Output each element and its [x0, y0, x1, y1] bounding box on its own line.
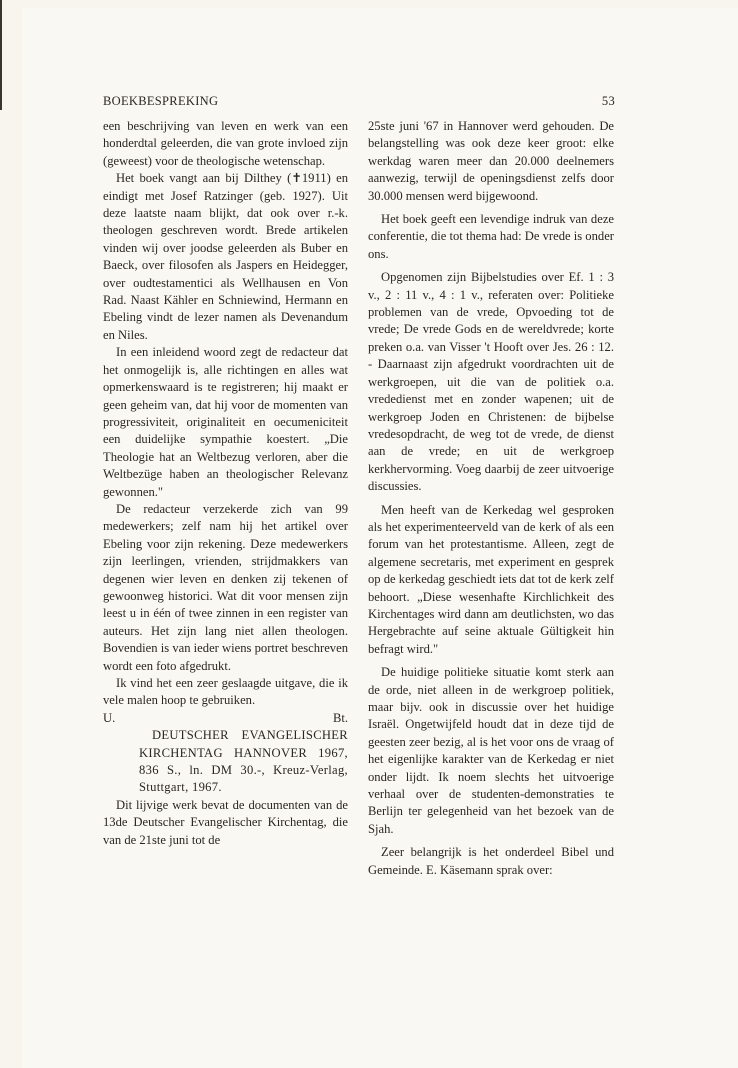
- paragraph: De redacteur verzekerde zich van 99 medewerkers; zelf nam hij het artikel over Ebeling voor zijn rekening. Deze medewerkers zijn leerlingen, vrienden, strijdmakkers van degenen wier leven en denken zij tekenen of gewoonweg historici. Wat dit voor mensen zijn leest u in één of twee zinnen in een register van auteurs. Het zijn lang niet allen theologen. Bovendien is van ieder wiens portret beschreven wordt een foto afgedrukt.: [103, 501, 348, 673]
- signature-initial-left: U.: [103, 710, 116, 725]
- paragraph: Het boek vangt aan bij Dilthey (✝1911) en eindigt met Josef Ratzinger (geb. 1927). Uit deze laatste naam blijkt, dat ook over r.-k. theologen geschreven wordt. Brede artikelen vinden wij over joodse geleerden als Buber en Baeck, over filosofen als Jaspers en Heidegger, over oudtestamentici als Wellhausen en Von Rad. Naast Kähler en Schniewind, Hermann en Ebeling vindt de lezer namen als Devenandum en Niles.: [103, 171, 348, 342]
- review-signature: [103, 710, 348, 727]
- page-number: 53: [601, 94, 615, 108]
- header-title: BOEKBESPREKING: [103, 94, 219, 108]
- left-column: [103, 118, 348, 849]
- review-heading: DEUTSCHER EVANGELISCHER KIRCHENTAG HANNOVER 1967, 836 S., ln. DM 30.-, Kreuz-Verlag, Stuttgart, 1967.: [139, 728, 348, 795]
- paragraph: 25ste juni '67 in Hannover werd gehouden. De belangstelling was ook deze keer groot: elke werkdag waren meer dan 20.000 deelnemers aanwezig, terwijl de openingsdienst zelfs door 30.000 mensen werd bijgewoond.: [368, 119, 614, 203]
- paragraph: Ik vind het een zeer geslaagde uitgave, die ik vele malen hoop te gebruiken.: [103, 676, 348, 708]
- paragraph: De huidige politieke situatie komt sterk aan de orde, niet alleen in de werkgroep politiek, maar bijv. ook in discussie over het huidige Israël. Ongetwijfeld houdt dat in deze tijd de geesten zeer bezig, al is het voor ons de vraag of het eigenlijke karakter van de Kerkedag er niet onder lijdt. Ik noem slechts het uitvoerige verhaal over de studenten-demonstraties te Berlijn ter gelegenheid van het bezoek van de Sjah.: [368, 665, 614, 836]
- paragraph: een beschrijving van leven en werk van een honderdtal geleerden, die van grote invloed zijn (geweest) voor de theologische wetenschap.: [103, 119, 348, 168]
- paragraph: Het boek geeft een levendige indruk van deze conferentie, die tot thema had: De vrede is onder ons.: [368, 212, 614, 261]
- paragraph: In een inleidend woord zegt de redacteur dat het onmogelijk is, alle richtingen en alles wat opmerkenswaard is te registreren; hij maakt er geen geheim van, dat hij voor de momenten van progressiviteit, originaliteit en oecumeniciteit een duidelijke sympathie koestert. „Die Theologie hat an Weltbezug verloren, aber die Weltbezüge haben an theologischer Relevanz gewonnen.": [103, 345, 348, 499]
- right-column: [368, 118, 614, 879]
- paragraph: Men heeft van de Kerkedag wel gesproken als het experimenteerveld van de kerk of als een forum van het protestantisme. Alleen, zegt de algemene secretaris, met experiment en gesprek op de kerkedag geschiedt iets dat tot de kerk zelf behoort. „Diese wesenhafte Kirchlichkeit des Kirchentages wird dann am deutlichsten, wo das Hergebrachte auf seine aktuale Gültigkeit hin befragt wird.": [368, 502, 614, 656]
- paragraph: Zeer belangrijk is het onderdeel Bibel und Gemeinde. E. Käsemann sprak over:: [368, 845, 614, 877]
- paragraph: Opgenomen zijn Bijbelstudies over Ef. 1 : 3 v., 2 : 11 v., 4 : 1 v., referaten over: Politieke problemen van de vrede, Opvoeding tot de vrede; De vrede Gods en de wereldvrede; korte preken o.a. van Visser 't Hooft over Jes. 26 : 12. - Daarnaast zijn afgedrukt voordrachten uit de werkgroepen, uit die van de politiek o.a. vrededienst met en zonder wapenen; uit de werkgroep Joden en Christenen: de bijbelse vredesopdracht, de weg tot de vrede, de dienst aan de vrede; en uit de werkgroep kerkhervorming. Voeg daarbij de zeer uitvoerige discussies.: [368, 270, 614, 494]
- signature-initial-right: Bt.: [332, 710, 348, 725]
- running-header: [103, 94, 615, 112]
- paragraph: Dit lijvige werk bevat de documenten van de 13de Deutscher Evangelischer Kirchentag, die van de 21ste juni tot de: [103, 797, 348, 847]
- page-edge-line: [0, 0, 12, 110]
